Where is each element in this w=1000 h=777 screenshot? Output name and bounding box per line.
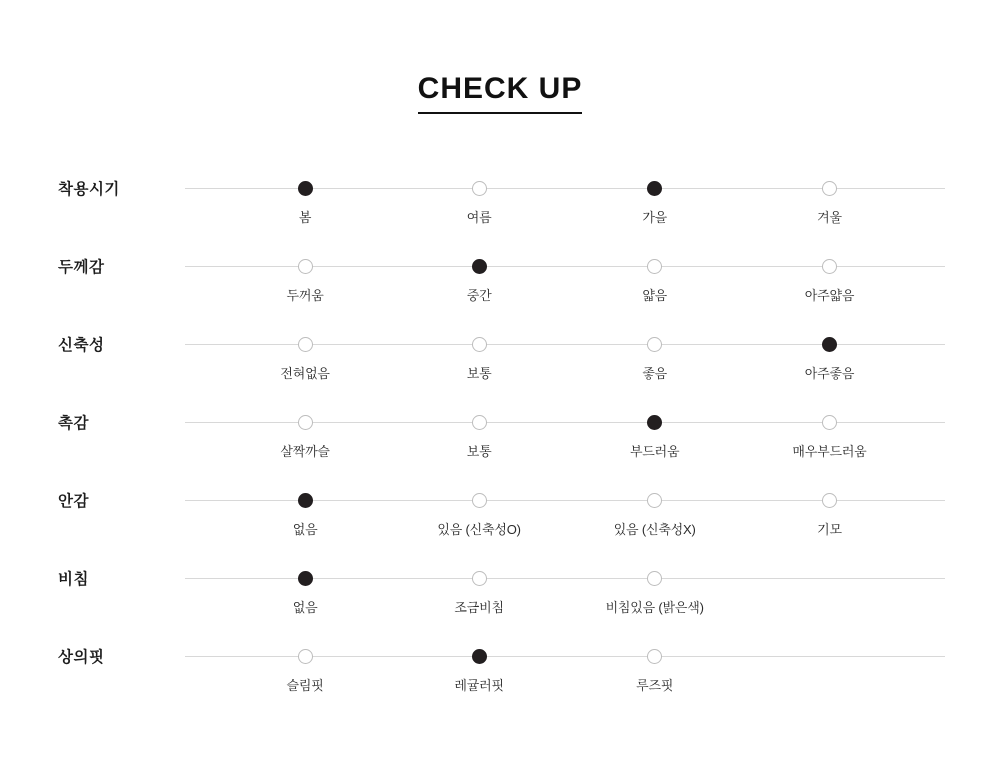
- option-4[interactable]: [749, 311, 909, 382]
- row-label: 신축성: [58, 337, 105, 354]
- option-4[interactable]: [749, 155, 909, 226]
- row-label: 두께감: [58, 259, 105, 276]
- option-label: 부드러움: [629, 444, 680, 459]
- row-options: [185, 155, 945, 233]
- option-dot-selected[interactable]: [298, 493, 313, 508]
- option-label: 두꺼움: [286, 288, 324, 303]
- row-options: [185, 623, 945, 701]
- option-label: 가을: [642, 210, 668, 225]
- option-label: 봄: [298, 210, 312, 225]
- check-up-rows: [0, 155, 1000, 701]
- option-dot[interactable]: [822, 181, 837, 196]
- check-up-row: [0, 311, 1000, 389]
- option-label: 여름: [466, 210, 492, 225]
- option-2[interactable]: [399, 311, 559, 382]
- option-1[interactable]: [225, 467, 385, 538]
- option-3[interactable]: [575, 155, 735, 226]
- option-label: 매우부드러움: [792, 444, 867, 459]
- check-up-row: [0, 155, 1000, 233]
- option-label: 비침있음 (밝은색): [605, 600, 704, 615]
- option-label: 루즈핏: [636, 678, 674, 693]
- option-label: 살짝까슬: [280, 444, 330, 459]
- option-label: 없음: [292, 522, 318, 537]
- check-up-row: [0, 467, 1000, 545]
- option-label: 중간: [466, 288, 492, 303]
- option-label: 좋음: [642, 366, 668, 381]
- option-label: 보통: [466, 444, 492, 459]
- option-dot[interactable]: [472, 181, 487, 196]
- option-1[interactable]: [225, 155, 385, 226]
- option-dot-selected[interactable]: [298, 181, 313, 196]
- option-dot-selected[interactable]: [647, 415, 662, 430]
- option-dot[interactable]: [647, 259, 662, 274]
- option-dot[interactable]: [647, 337, 662, 352]
- option-3[interactable]: [575, 311, 735, 382]
- option-2[interactable]: [399, 233, 559, 304]
- option-dot-selected[interactable]: [472, 649, 487, 664]
- row-label: 안감: [58, 493, 89, 510]
- option-1[interactable]: [225, 311, 385, 382]
- option-dot[interactable]: [472, 571, 487, 586]
- page-title-text: CHECK UP: [418, 72, 583, 114]
- option-2[interactable]: [399, 389, 559, 460]
- option-dot-selected[interactable]: [822, 337, 837, 352]
- option-label: 아주얇음: [804, 288, 855, 303]
- option-3[interactable]: [575, 467, 735, 538]
- row-options: [185, 389, 945, 467]
- option-dot-selected[interactable]: [647, 181, 662, 196]
- row-options: [185, 233, 945, 311]
- row-options: [185, 311, 945, 389]
- option-label: 보통: [466, 366, 492, 381]
- option-dot[interactable]: [822, 493, 837, 508]
- option-label: 있음 (신축성X): [613, 522, 696, 537]
- option-dot[interactable]: [472, 415, 487, 430]
- row-options: [185, 545, 945, 623]
- option-1[interactable]: [225, 389, 385, 460]
- option-2[interactable]: [399, 155, 559, 226]
- option-4[interactable]: [749, 389, 909, 460]
- option-1[interactable]: [225, 623, 385, 694]
- option-label: 전혀없음: [280, 366, 330, 381]
- option-4[interactable]: [749, 233, 909, 304]
- option-2[interactable]: [399, 623, 559, 694]
- row-label: 상의핏: [58, 649, 105, 666]
- option-label: 없음: [292, 600, 318, 615]
- option-3[interactable]: [575, 233, 735, 304]
- row-options: [185, 467, 945, 545]
- option-dot[interactable]: [822, 259, 837, 274]
- option-dot[interactable]: [647, 571, 662, 586]
- option-3[interactable]: [575, 623, 735, 694]
- option-4[interactable]: [749, 467, 909, 538]
- option-dot[interactable]: [822, 415, 837, 430]
- row-label: 비침: [58, 571, 89, 588]
- option-label: 슬림핏: [286, 678, 324, 693]
- option-2[interactable]: [399, 545, 559, 616]
- option-dot-selected[interactable]: [472, 259, 487, 274]
- option-label: 겨울: [817, 210, 842, 225]
- row-label: 착용시기: [58, 181, 120, 198]
- option-3[interactable]: [575, 389, 735, 460]
- option-dot[interactable]: [472, 493, 487, 508]
- option-dot-selected[interactable]: [298, 571, 313, 586]
- option-dot[interactable]: [298, 337, 313, 352]
- option-3[interactable]: [575, 545, 735, 616]
- option-dot[interactable]: [647, 649, 662, 664]
- option-label: 얇음: [642, 288, 668, 303]
- option-1[interactable]: [225, 233, 385, 304]
- check-up-row: [0, 233, 1000, 311]
- option-dot[interactable]: [298, 415, 313, 430]
- option-dot[interactable]: [647, 493, 662, 508]
- option-label: 기모: [817, 522, 842, 537]
- option-dot[interactable]: [298, 259, 313, 274]
- option-1[interactable]: [225, 545, 385, 616]
- option-label: 있음 (신축성O): [437, 522, 521, 537]
- check-up-row: [0, 545, 1000, 623]
- row-label: 촉감: [58, 415, 89, 432]
- check-up-row: [0, 623, 1000, 701]
- option-label: 아주좋음: [804, 366, 855, 381]
- option-label: 레귤러핏: [454, 678, 504, 693]
- option-label: 조금비침: [454, 600, 504, 615]
- option-dot[interactable]: [298, 649, 313, 664]
- page-title: [0, 72, 1000, 114]
- option-dot[interactable]: [472, 337, 487, 352]
- option-2[interactable]: [399, 467, 559, 538]
- check-up-row: [0, 389, 1000, 467]
